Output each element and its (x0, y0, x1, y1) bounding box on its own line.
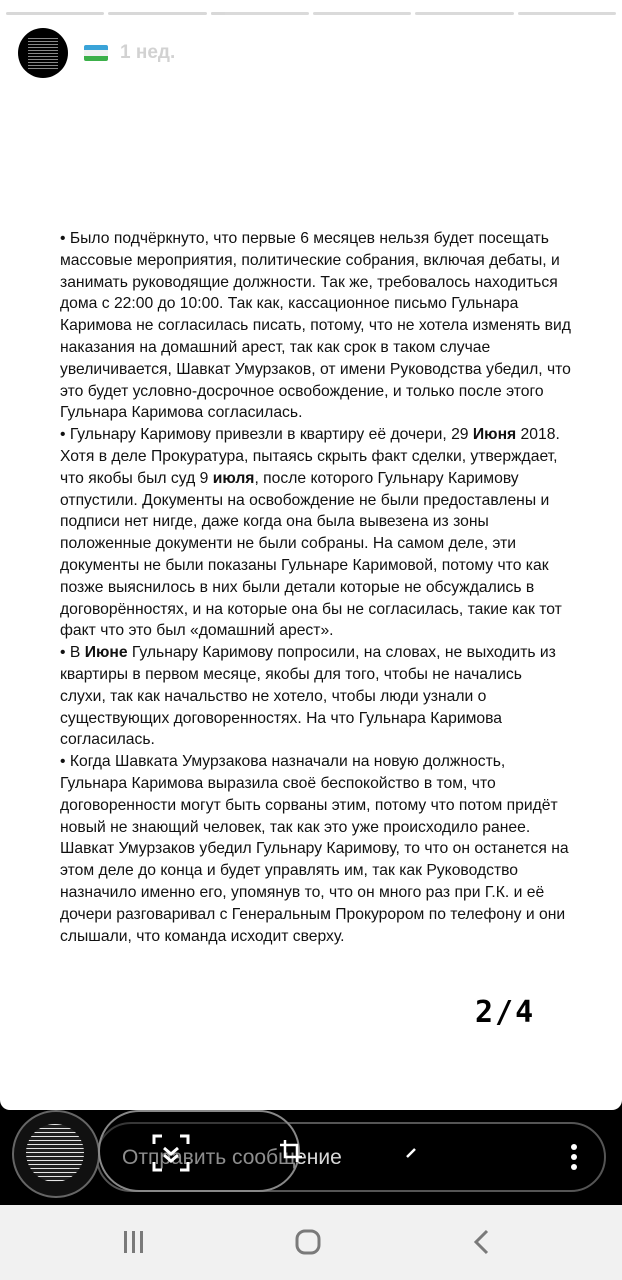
story-paragraph (60, 228, 572, 424)
story-paragraph (60, 751, 572, 947)
progress-segment (415, 12, 513, 15)
uzbekistan-flag-icon (84, 45, 108, 61)
progress-fill (6, 12, 104, 15)
bold-text: Июне (84, 644, 128, 662)
system-nav-bar (0, 1205, 622, 1280)
progress-segment (211, 12, 309, 15)
page-number: 2/4 (475, 995, 536, 1030)
story-paragraph (60, 424, 572, 642)
text-run: • Гульнару Каримову привезли в квартиру её дочери, 29 (60, 426, 473, 444)
text-run: 2018. Хотя в деле Прокуратура, пытаясь скрыть факт сделки, утверждает, что якобы был суд 9 (60, 426, 560, 487)
progress-segment (313, 12, 411, 15)
story-paragraph (60, 642, 572, 751)
capture-toolbar (98, 1110, 300, 1192)
text-run: • Когда Шавката Умурзакова назначали на новую должность, Гульнара Каримова выразила своё беспокойство в том, что договоренности могут быть сорваны этим, потому что потом придёт новый не знающий человек, так как это уже происходило ранее. Шавкат Умурзаков убедил Гульнару Каримову, то что он останется на этом деле до конца и будет управлять им, так как Руководство назначило именно его, упомянув то, что он много раз при Г.К. и её дочери разговаривал с Генеральным Прокурором по телефону и они слышали, что команда исходит сверху. (60, 753, 569, 945)
progress-segment (108, 12, 206, 15)
story-text (60, 228, 572, 947)
text-run: Гульнару Каримову попросили, на словах, не выходить из квартиры в первом месяце, якобы для того, чтобы не начались слухи, так как начальство не хотело, чтобы люди узнали о существующих договоренностях. На что Гульнара Каримова согласилась. (60, 644, 556, 749)
thumbnail-preview[interactable] (12, 1110, 100, 1198)
progress-fill (108, 12, 206, 15)
reply-bar (0, 1110, 622, 1205)
bold-text: июля (212, 469, 255, 487)
back-icon[interactable] (473, 1229, 489, 1259)
progress-segment (6, 12, 104, 15)
recent-apps-icon[interactable] (122, 1231, 146, 1257)
avatar[interactable] (18, 28, 68, 78)
more-vertical-icon[interactable] (570, 1144, 578, 1174)
progress-segment (518, 12, 616, 15)
reply-placeholder: Отправить сообщение (122, 1146, 342, 1169)
home-icon[interactable] (295, 1229, 321, 1259)
story-time: 1 нед. (120, 42, 176, 63)
story-header (18, 28, 175, 78)
story-progress (6, 12, 616, 15)
text-run: • Было подчёркнуто, что первые 6 месяцев нельзя будет посещать массовые мероприятия, политические собрания, включая дебаты, и занимать руководящие должности. Так же, требовалось находиться дома с 22:00 до 10:00. Так как, кассационное письмо Гульнара Каримова не согласилась писать, потому, что не хотела изменять вид наказания на домашний арест, так как срок в таком случае увеличивается, Шавкат Умурзаков, от имени Руководства убедил, что это будет условно-досрочное освобождение, и только после этого Гульнара Каримова согласилась. (60, 230, 571, 422)
text-run: • В (60, 644, 85, 662)
text-run: , после которого Гульнару Каримову отпустили. Документы на освобождение не были предоставлены и подписи нет нигде, даже когда она была вывезена из зоны положенные документи не были собраны. На самом деле, эти документы не были показаны Гульнаре Каримовой, потому что как позже выяснилось в них были детали которые не обсуждались в договорённостях, и на которые она бы не согласилась, такие как тот факт что это был «домашний арест». (60, 469, 562, 640)
scan-icon[interactable] (152, 1134, 190, 1176)
bold-text: Июня (472, 426, 517, 444)
crop-icon[interactable] (280, 1140, 302, 1166)
progress-fill (211, 12, 226, 15)
send-icon[interactable] (405, 1144, 417, 1163)
